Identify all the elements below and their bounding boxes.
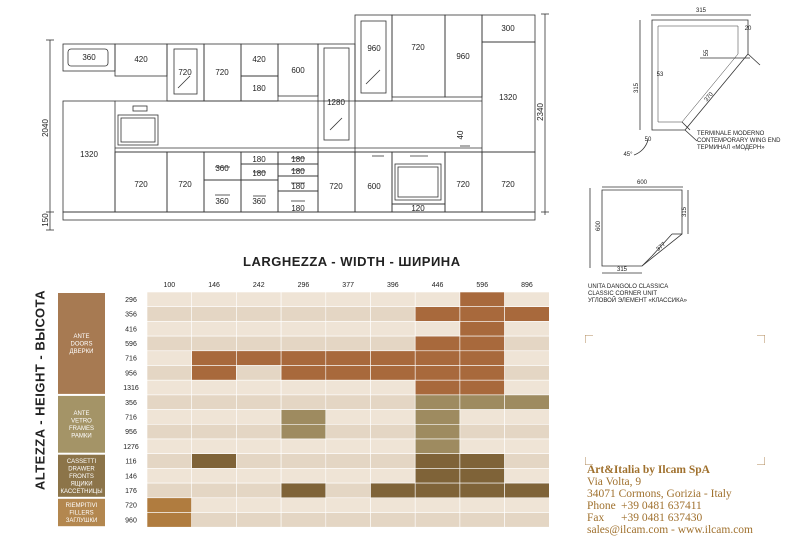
dim-left: 600 bbox=[596, 220, 602, 232]
dim-left: 315 bbox=[634, 82, 640, 94]
phone-number: +39 0481 637411 bbox=[621, 500, 702, 512]
terminal-caption bbox=[697, 131, 780, 152]
matrix-cell bbox=[326, 498, 371, 513]
dim-top: 315 bbox=[695, 8, 707, 14]
available-cell bbox=[460, 468, 505, 483]
available-cell bbox=[236, 351, 281, 366]
cab-label: 180 bbox=[291, 204, 305, 213]
matrix-cell bbox=[281, 439, 326, 454]
available-cell bbox=[505, 395, 550, 410]
available-cell bbox=[281, 410, 326, 425]
available-cell bbox=[460, 321, 505, 336]
matrix-cell bbox=[192, 395, 237, 410]
matrix-cell bbox=[326, 483, 371, 498]
caption-line: CONTEMPORARY WING END bbox=[697, 138, 781, 144]
matrix-cell bbox=[371, 454, 416, 469]
matrix-cell bbox=[371, 380, 416, 395]
dim-right-small: 20 bbox=[744, 26, 752, 32]
cab-label: 1280 bbox=[327, 98, 345, 107]
matrix-cell bbox=[505, 454, 550, 469]
cab-label: 720 bbox=[456, 180, 470, 189]
height-value: 356 bbox=[125, 399, 137, 407]
cab-label: 180 bbox=[291, 167, 305, 176]
available-cell bbox=[460, 483, 505, 498]
matrix-cell bbox=[192, 498, 237, 513]
matrix-cell bbox=[371, 321, 416, 336]
matrix-cell bbox=[460, 498, 505, 513]
width-header: 296 bbox=[297, 282, 310, 289]
available-cell bbox=[460, 336, 505, 351]
width-header: 146 bbox=[208, 282, 220, 289]
height-value: 356 bbox=[125, 311, 137, 319]
matrix-cell bbox=[326, 307, 371, 322]
matrix-cell bbox=[147, 410, 192, 425]
group-label-text: ЗАГЛУШКИ bbox=[65, 518, 98, 524]
cab-label: 720 bbox=[215, 68, 229, 77]
dim-inner: 55 bbox=[704, 49, 710, 57]
matrix-cell bbox=[326, 336, 371, 351]
matrix-cell bbox=[281, 454, 326, 469]
cab-label: 720 bbox=[501, 180, 515, 189]
cab-label: 300 bbox=[501, 24, 515, 33]
matrix-cell bbox=[505, 513, 550, 528]
height-value: 596 bbox=[125, 340, 137, 348]
group-label-text: RIEMPITIVI bbox=[65, 503, 98, 509]
available-cell bbox=[460, 351, 505, 366]
available-cell bbox=[147, 513, 192, 528]
matrix-cell bbox=[192, 424, 237, 439]
dim-bottom: 315 bbox=[616, 267, 628, 273]
matrix-cell bbox=[460, 439, 505, 454]
cab-label: 360 bbox=[82, 53, 96, 62]
height-value: 146 bbox=[125, 473, 137, 481]
cab-label: 120 bbox=[411, 204, 425, 213]
matrix-cell bbox=[236, 513, 281, 528]
matrix-cell bbox=[147, 307, 192, 322]
available-cell bbox=[505, 483, 550, 498]
matrix-cell bbox=[236, 410, 281, 425]
matrix-cell bbox=[236, 366, 281, 381]
cab-label: 180 bbox=[252, 84, 266, 93]
matrix-cell bbox=[326, 468, 371, 483]
cab-label: 40 bbox=[456, 130, 465, 140]
matrix-cell bbox=[192, 439, 237, 454]
corner-drawing bbox=[580, 170, 700, 280]
matrix-cell bbox=[236, 292, 281, 307]
matrix-cell bbox=[192, 307, 237, 322]
matrix-cell bbox=[281, 321, 326, 336]
width-header: 396 bbox=[387, 282, 399, 289]
cab-label: 180 bbox=[291, 155, 305, 164]
crop-marks bbox=[585, 335, 765, 465]
width-header: 596 bbox=[476, 282, 489, 289]
matrix-cell bbox=[505, 351, 550, 366]
caption-line: UNITA DANGOLO CLASSICA bbox=[588, 284, 669, 290]
matrix-cell bbox=[236, 468, 281, 483]
caption-line: ТЕРМИНАЛ «МОДЕРН» bbox=[697, 145, 765, 151]
group-label-text: FRAMES bbox=[68, 426, 95, 433]
dim-right-total: 2340 bbox=[536, 103, 545, 121]
matrix-cell bbox=[192, 336, 237, 351]
width-header: 100 bbox=[163, 282, 176, 289]
cab-label: 720 bbox=[134, 180, 148, 189]
matrix-cell bbox=[326, 292, 371, 307]
group-label-text: DOORS bbox=[70, 341, 93, 348]
matrix-cell bbox=[281, 307, 326, 322]
cab-label: 960 bbox=[367, 44, 381, 53]
matrix-cell bbox=[236, 307, 281, 322]
matrix-cell bbox=[326, 380, 371, 395]
matrix-cell bbox=[505, 410, 550, 425]
matrix-cell bbox=[147, 366, 192, 381]
height-value: 716 bbox=[125, 355, 137, 363]
available-cell bbox=[460, 292, 505, 307]
available-cell bbox=[460, 366, 505, 381]
matrix-cell bbox=[460, 513, 505, 528]
matrix-cell bbox=[415, 321, 460, 336]
group-label-text: РАМКИ bbox=[71, 433, 92, 440]
matrix-cell bbox=[326, 395, 371, 410]
cab-label: 360 bbox=[215, 197, 229, 206]
matrix-cell bbox=[326, 513, 371, 528]
cab-label: 720 bbox=[178, 180, 192, 189]
group-label-text: CASSETTI bbox=[66, 458, 97, 465]
matrix-cell bbox=[281, 380, 326, 395]
matrix-cell bbox=[371, 513, 416, 528]
matrix-cell bbox=[371, 292, 416, 307]
matrix-cell bbox=[236, 498, 281, 513]
size-matrix bbox=[55, 275, 555, 530]
matrix-cell bbox=[192, 292, 237, 307]
height-title: ALTEZZA - HEIGHT - ВЫСОТА bbox=[32, 289, 48, 491]
group-label-text: КАССЕТНИЦЫ bbox=[60, 488, 103, 495]
caption-line: CLASSIC CORNER UNIT bbox=[588, 291, 658, 297]
matrix-cell bbox=[505, 424, 550, 439]
group-label-text: ДВЕРКИ bbox=[69, 348, 94, 355]
available-cell bbox=[415, 424, 460, 439]
matrix-cell bbox=[505, 292, 550, 307]
dim-left-total: 2040 bbox=[41, 119, 50, 137]
available-cell bbox=[281, 483, 326, 498]
caption-line: TERMINALE MODERNO bbox=[697, 131, 765, 137]
available-cell bbox=[192, 366, 237, 381]
cab-label: 720 bbox=[411, 43, 425, 52]
group-label-text: DRAWER bbox=[68, 466, 95, 473]
dim-right: 315 bbox=[682, 206, 688, 218]
matrix-cell bbox=[236, 395, 281, 410]
matrix-cell bbox=[147, 454, 192, 469]
height-value: 296 bbox=[125, 296, 137, 304]
matrix-cell bbox=[192, 468, 237, 483]
matrix-cell bbox=[147, 292, 192, 307]
matrix-cell bbox=[371, 498, 416, 513]
available-cell bbox=[415, 468, 460, 483]
cab-label: 180 bbox=[252, 169, 266, 178]
cab-label: 360 bbox=[252, 197, 266, 206]
matrix-cell bbox=[147, 439, 192, 454]
available-cell bbox=[192, 351, 237, 366]
kitchen-elevation bbox=[0, 0, 560, 240]
available-cell bbox=[192, 454, 237, 469]
matrix-cell bbox=[371, 336, 416, 351]
company-block bbox=[587, 464, 753, 536]
cab-label: 1320 bbox=[80, 150, 98, 159]
height-value: 716 bbox=[125, 414, 137, 422]
matrix-cell bbox=[505, 439, 550, 454]
matrix-cell bbox=[281, 513, 326, 528]
matrix-cell bbox=[505, 468, 550, 483]
height-value: 960 bbox=[125, 517, 137, 525]
available-cell bbox=[505, 307, 550, 322]
available-cell bbox=[326, 366, 371, 381]
fax-label: Fax bbox=[587, 512, 605, 524]
matrix-cell bbox=[147, 424, 192, 439]
group-label-text: FILLERS bbox=[69, 510, 94, 517]
height-value: 956 bbox=[125, 429, 137, 437]
width-header: 896 bbox=[521, 282, 533, 289]
available-cell bbox=[281, 424, 326, 439]
cab-label: 1320 bbox=[499, 93, 517, 102]
company-city: 34071 Cormons, Gorizia - Italy bbox=[587, 488, 732, 500]
matrix-cell bbox=[371, 410, 416, 425]
matrix-cell bbox=[236, 424, 281, 439]
available-cell bbox=[415, 483, 460, 498]
matrix-cell bbox=[371, 395, 416, 410]
cab-label: 600 bbox=[291, 66, 305, 75]
matrix-cell bbox=[192, 380, 237, 395]
company-street: Via Volta, 9 bbox=[587, 476, 642, 488]
matrix-cell bbox=[326, 424, 371, 439]
matrix-cell bbox=[371, 468, 416, 483]
dim-diag: 370 bbox=[703, 91, 715, 104]
width-header: 242 bbox=[252, 282, 265, 289]
available-cell bbox=[326, 351, 371, 366]
height-value: 720 bbox=[125, 502, 137, 510]
matrix-cell bbox=[326, 439, 371, 454]
cab-label: 420 bbox=[134, 55, 148, 64]
matrix-cell bbox=[281, 468, 326, 483]
available-cell bbox=[460, 380, 505, 395]
caption-line: УГЛОВОЙ ЭЛЕМЕНТ «КЛАССИКА» bbox=[588, 298, 687, 304]
group-label-text: ANTE bbox=[73, 411, 90, 418]
matrix-cell bbox=[147, 483, 192, 498]
fax-number: +39 0481 637430 bbox=[621, 512, 703, 524]
cab-label: 960 bbox=[456, 52, 470, 61]
available-cell bbox=[415, 336, 460, 351]
available-cell bbox=[281, 351, 326, 366]
matrix-cell bbox=[236, 439, 281, 454]
matrix-cell bbox=[460, 410, 505, 425]
cab-label: 720 bbox=[329, 182, 343, 191]
height-value: 956 bbox=[125, 370, 137, 378]
dim-inner2: 53 bbox=[656, 72, 664, 78]
height-value: 116 bbox=[125, 458, 137, 466]
height-value: 416 bbox=[125, 326, 137, 334]
matrix-cell bbox=[147, 380, 192, 395]
matrix-cell bbox=[415, 498, 460, 513]
available-cell bbox=[371, 366, 416, 381]
available-cell bbox=[415, 366, 460, 381]
height-value: 1276 bbox=[123, 443, 139, 451]
group-label-text: ЯЩИКИ bbox=[70, 481, 93, 488]
matrix-cell bbox=[192, 483, 237, 498]
company-name: Art&Italia by Ilcam SpA bbox=[587, 464, 710, 476]
dim-diag: 377 bbox=[655, 241, 668, 253]
matrix-cell bbox=[236, 321, 281, 336]
cab-label: 420 bbox=[252, 55, 266, 64]
matrix-cell bbox=[326, 410, 371, 425]
matrix-cell bbox=[147, 395, 192, 410]
matrix-cell bbox=[147, 336, 192, 351]
cab-label: 180 bbox=[252, 155, 266, 164]
matrix-cell bbox=[326, 321, 371, 336]
matrix-cell bbox=[192, 513, 237, 528]
dim-left-plinth: 150 bbox=[41, 213, 50, 227]
matrix-cell bbox=[236, 336, 281, 351]
height-value: 1316 bbox=[123, 385, 139, 393]
available-cell bbox=[460, 307, 505, 322]
matrix-cell bbox=[192, 410, 237, 425]
matrix-cell bbox=[505, 366, 550, 381]
matrix-cell bbox=[192, 321, 237, 336]
matrix-cell bbox=[460, 424, 505, 439]
width-header: 377 bbox=[342, 282, 354, 289]
available-cell bbox=[460, 454, 505, 469]
matrix-cell bbox=[236, 454, 281, 469]
cab-label: 600 bbox=[367, 182, 381, 191]
phone-label: Phone bbox=[587, 500, 616, 512]
group-label-text: VETRO bbox=[71, 418, 92, 425]
dim-angle: 45° bbox=[623, 152, 633, 158]
matrix-cell bbox=[505, 380, 550, 395]
matrix-cell bbox=[236, 380, 281, 395]
corner-caption bbox=[588, 284, 687, 305]
width-title: LARGHEZZA - WIDTH - ШИРИНА bbox=[243, 254, 461, 269]
matrix-cell bbox=[415, 292, 460, 307]
available-cell bbox=[415, 395, 460, 410]
matrix-cell bbox=[281, 336, 326, 351]
height-value: 176 bbox=[125, 487, 137, 495]
matrix-cell bbox=[505, 498, 550, 513]
available-cell bbox=[147, 498, 192, 513]
matrix-cell bbox=[147, 321, 192, 336]
matrix-cell bbox=[147, 351, 192, 366]
company-web: sales@ilcam.com - www.ilcam.com bbox=[587, 524, 754, 536]
matrix-cell bbox=[236, 483, 281, 498]
dim-top: 600 bbox=[636, 180, 648, 186]
matrix-cell bbox=[371, 439, 416, 454]
available-cell bbox=[415, 380, 460, 395]
available-cell bbox=[415, 307, 460, 322]
cab-label: 720 bbox=[178, 68, 192, 77]
matrix-cell bbox=[281, 498, 326, 513]
dim-small: 50 bbox=[644, 137, 652, 143]
matrix-cell bbox=[371, 424, 416, 439]
group-label-text: FRONTS bbox=[69, 473, 94, 480]
available-cell bbox=[415, 410, 460, 425]
matrix-cell bbox=[147, 468, 192, 483]
available-cell bbox=[281, 366, 326, 381]
available-cell bbox=[415, 351, 460, 366]
available-cell bbox=[415, 439, 460, 454]
cab-label: 360 bbox=[215, 164, 229, 173]
matrix-cell bbox=[505, 336, 550, 351]
matrix-cell bbox=[326, 454, 371, 469]
matrix-cell bbox=[281, 395, 326, 410]
available-cell bbox=[415, 454, 460, 469]
matrix-cell bbox=[415, 513, 460, 528]
matrix-cell bbox=[371, 307, 416, 322]
width-header: 446 bbox=[431, 282, 444, 289]
available-cell bbox=[371, 351, 416, 366]
cab-label: 180 bbox=[291, 182, 305, 191]
matrix-cell bbox=[281, 292, 326, 307]
available-cell bbox=[460, 395, 505, 410]
group-label-text: ANTE bbox=[73, 333, 90, 340]
available-cell bbox=[371, 483, 416, 498]
matrix-cell bbox=[505, 321, 550, 336]
